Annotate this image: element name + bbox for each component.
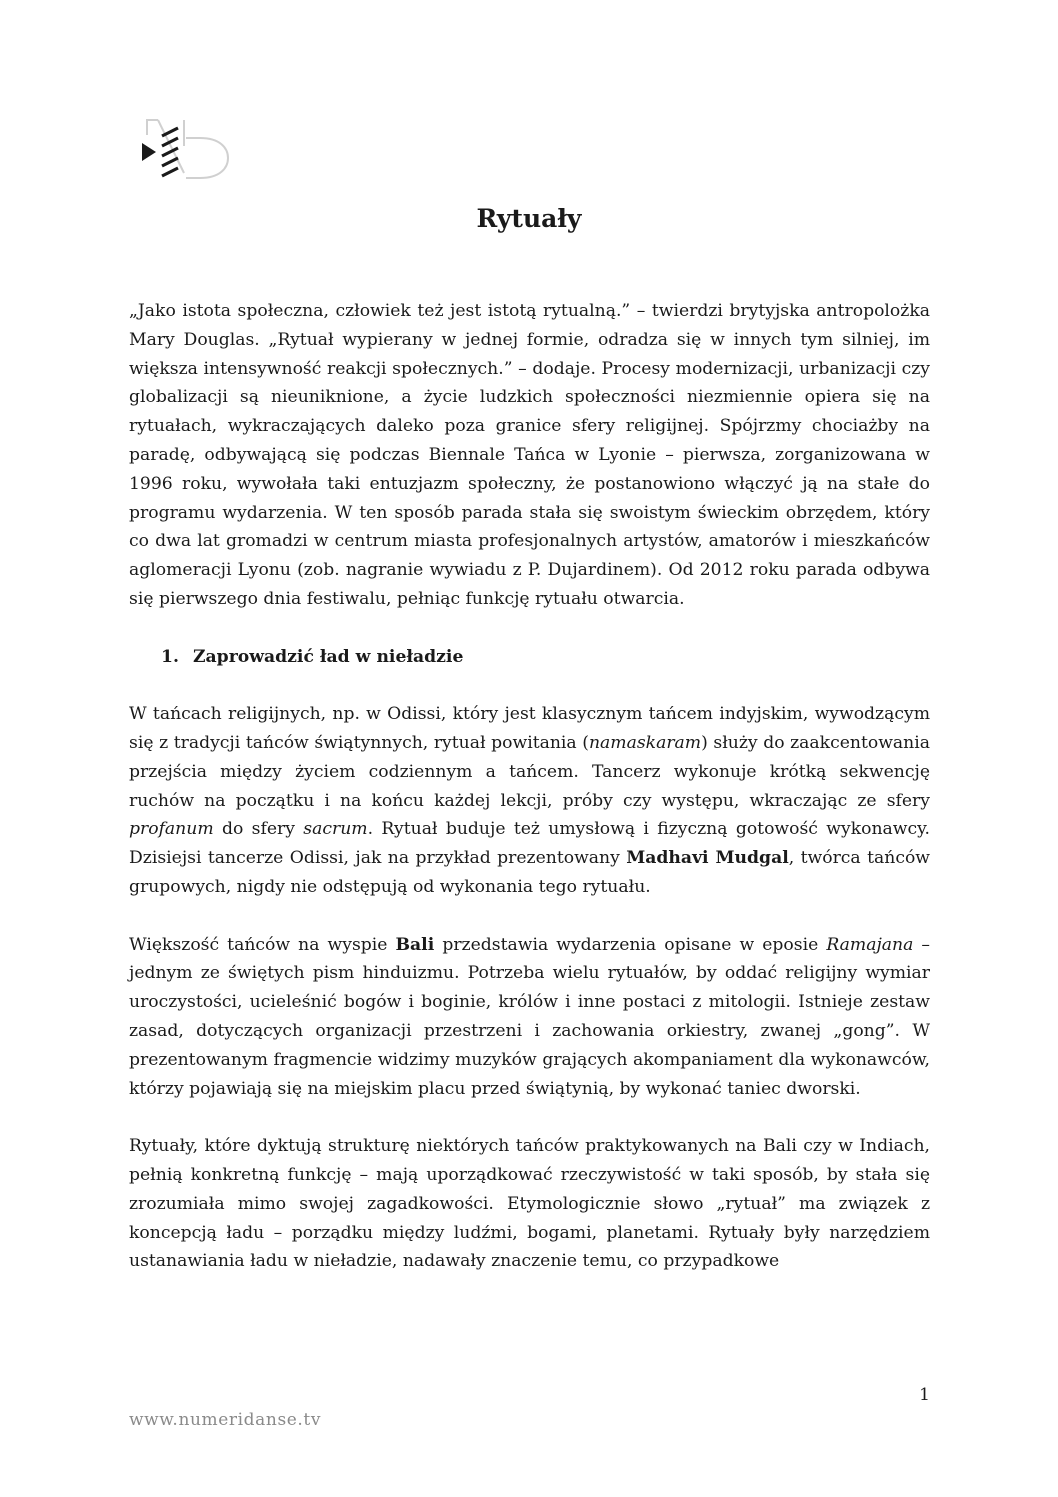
text-run: , twórca tańców grupowych, nigdy nie odstępują od wykonania tego rytuału.	[129, 848, 931, 897]
text-run: W tańcach religijnych, np. w Odissi, który jest klasycznym tańcem indyjskim, wywodzącym się z tradycji tańców świątynnych, rytuał powitania (	[129, 704, 930, 753]
text-run: ) służy do zaakcentowania przejścia między życiem codziennym a tańcem. Tancerz wykonuje krótką sekwencję ruchów na początku i na końcu każdej lekcji, próby czy występu, wkraczając ze sfery	[129, 732, 930, 811]
text-run: . Rytuał buduje też umysłową i fizyczną gotowość wykonawcy. Dzisiejsi tancerze Odissi, jak na przykład prezentowany	[129, 819, 930, 869]
text-run: przedstawia wydarzenia opisane w eposie	[434, 934, 827, 955]
page-title: Rytuały	[476, 204, 582, 233]
page-number: 1	[919, 1385, 930, 1405]
odissi-paragraph	[129, 700, 930, 902]
intro-paragraph: „Jako istota społeczna, człowiek też jest istotą rytualną.” – twierdzi brytyjska antropolożka Mary Douglas. „Rytuał wypierany w jednej formie, odradza się w innych tym silniej, im większa intensywność reakcji społecznych.” – dodaje. Procesy modernizacji, urbanizacji czy globalizacji są nieuniknione, a życie ludzkich społeczności niezmiennie opiera się na rytuałach, wykraczających daleko poza granice sfery religijnej. Spójrzmy chociażby na paradę, odbywającą się podczas Biennale Tańca w Lyonie – pierwsza, zorganizowana w 1996 roku, wywołała taki entuzjazm społeczny, że postanowiono włączyć ją na stałe do programu wydarzenia. W ten sposób parada stała się swoistym świeckim obrzędem, który co dwa lat gromadzi w centrum miasta profesjonalnych artystów, amatorów i mieszkańców aglomeracji Lyonu (zob. nagranie wywiadu z P. Dujardinem). Od 2012 roku parada odbywa się pierwszego dnia festiwalu, pełniąc funkcję rytuału otwarcia.	[129, 301, 930, 609]
document-body	[129, 297, 930, 1276]
section-number: 1.	[161, 646, 179, 667]
text-run: do sfery	[213, 819, 304, 840]
section-heading	[129, 643, 930, 672]
term-namaskaram: namaskaram	[588, 732, 702, 753]
term-ramajana: Ramajana	[826, 934, 914, 955]
term-sacrum: sacrum	[303, 819, 368, 840]
footer-url: www.numeridanse.tv	[129, 1410, 322, 1430]
rituals-paragraph: Rytuały, które dyktują strukturę niektórych tańców praktykowanych na Bali czy w Indiach, pełnią konkretną funkcję – mają uporządkować rzeczywistość w taki sposób, by stała się zrozumiała mimo swojej zagadkowości. Etymologicznie słowo „rytuał” ma związek z koncepcją ładu – porządku między ludźmi, bogami, planetami. Rytuały były narzędziem ustanawiania ładu w nieładzie, nadawały znaczenie temu, co przypadkowe	[129, 1136, 930, 1272]
text-run: Większość tańców na wyspie	[129, 934, 396, 955]
section-title: Zaprowadzić ład w nieładzie	[193, 646, 464, 667]
bali-paragraph	[129, 931, 930, 1104]
name-madhavi-mudgal: Madhavi Mudgal	[626, 848, 789, 869]
name-bali: Bali	[395, 934, 435, 955]
text-run: – jednym ze świętych pism hinduizmu. Potrzeba wielu rytuałów, by oddać religijny wymiar uroczystości, ucieleśnić bogów i boginie, królów i inne postaci z mitologii. Istnieje zestaw zasad, dotyczących organizacji przestrzeni i zachowania orkiestry, zwanej „gong”. W prezentowanym fragmencie widzimy muzyków grających akompaniament dla wykonawców, którzy pojawiają się na miejskim placu przed świątynią, by wykonać taniec dworski.	[129, 934, 931, 1099]
numeridanse-logo-icon	[140, 118, 232, 180]
term-profanum: profanum	[129, 819, 214, 840]
